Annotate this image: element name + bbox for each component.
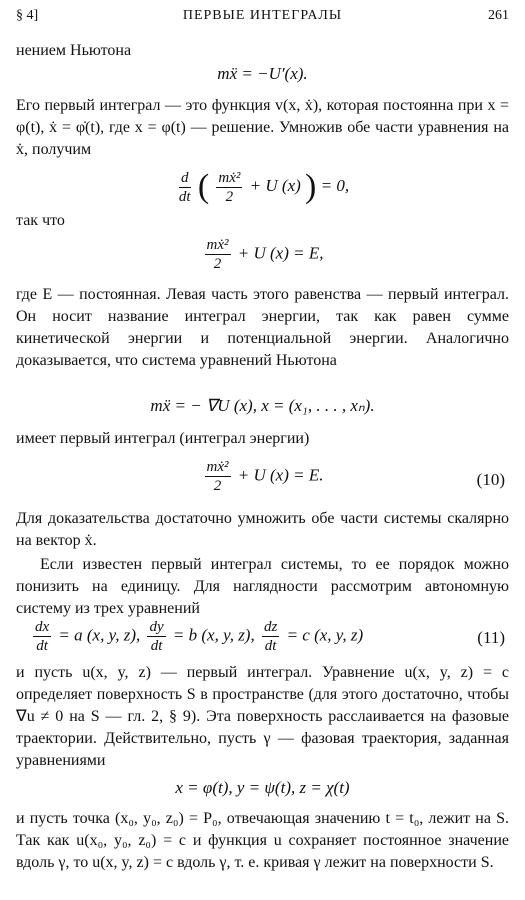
rhs-c: = c (x, y, z): [286, 625, 364, 645]
kinetic-denominator: 2: [213, 478, 222, 494]
kinetic-fraction: [216, 169, 242, 206]
dz-denominator: dt: [264, 638, 277, 654]
kinetic-fraction: [205, 458, 231, 495]
dz-numerator: dz: [263, 619, 278, 635]
paragraph-3: где E — постоянная. Левая часть этого равенства — первый интеграл. Он носит название интеграл энергии, так как равен сумме кинетической энергии и потенциальной энергии. Аналогично доказывается, что система уравнений Ньютона: [16, 286, 509, 369]
ddt-fraction: [179, 169, 191, 206]
equation-energy-2: [16, 458, 509, 495]
ddt-numerator: d: [179, 169, 191, 188]
equals-zero: = 0,: [320, 175, 350, 195]
paragraph-4: имеет первый интеграл (интеграл энергии): [16, 430, 310, 447]
equation-number-11: (11): [477, 628, 505, 647]
kinetic-denominator: 2: [213, 256, 222, 272]
page-header: [16, 8, 509, 28]
close-paren: ): [305, 168, 317, 205]
dx-fraction: [33, 618, 51, 655]
dx-numerator: dx: [35, 619, 50, 635]
rhs-a: = a (x, y, z),: [58, 625, 141, 645]
kinetic-denominator: 2: [225, 188, 234, 205]
open-paren: (: [197, 168, 210, 205]
dz-fraction: [262, 618, 279, 655]
equation-energy-1: [16, 236, 509, 273]
dx-denominator: dt: [36, 638, 48, 654]
equation-system: mẍ = − ∇U (x), x = (x₁, . . . , xₙ).: [150, 396, 375, 415]
kinetic-numerator: mẋ²: [206, 459, 229, 475]
paragraph-1: Его первый интеграл — это функция v(x, ẋ), которая постоянна при x = φ(t), ẋ = φ̇(t), где x = φ(t) — решение. Умножив обе части уравнения на ẋ, получим: [16, 97, 509, 158]
equation-trajectory: x = φ(t), y = ψ(t), z = χ(t): [175, 778, 350, 797]
dy-fraction: [147, 618, 165, 655]
section-marker: § 4]: [16, 8, 39, 23]
equation-autonomous-system: [16, 618, 509, 655]
kinetic-numerator: mẋ²: [218, 169, 241, 186]
equation-newton: mẍ = −U′(x).: [217, 64, 308, 83]
equation-number-10: (10): [476, 470, 505, 489]
paragraph-5: Для доказательства достаточно умножить обе части системы скалярно на вектор ẋ.: [16, 510, 509, 549]
paragraph-2: так что: [16, 212, 65, 229]
ddt-denominator: dt: [178, 188, 191, 205]
paragraph-0: нением Ньютона: [16, 42, 132, 59]
paragraph-7: и пусть u(x, y, z) — первый интеграл. Уравнение u(x, y, z) = c определяет поверхность S в пространстве (для этого достаточно, чтобы ∇u ≠ 0 на S — гл. 2, § 9). Эта поверхность расслаивается на фазовые траектории. Действительно, пусть γ — фазовая траектория, заданная уравнениями: [16, 664, 509, 769]
energy-rest: + U (x) = E.: [237, 465, 324, 485]
energy-rest: + U (x) = E,: [237, 243, 324, 263]
potential-term: + U (x): [249, 175, 301, 195]
kinetic-fraction: [205, 236, 231, 273]
dy-numerator: dy: [149, 619, 164, 635]
dy-denominator: dt: [150, 638, 163, 654]
kinetic-numerator: mẋ²: [206, 237, 229, 253]
paragraph-8: и пусть точка (x₀, y₀, z₀) = P₀, отвечающая значению t = t₀, лежит на S. Так как u(x₀, y₀, z₀) = c и функция u сохраняет постоянное значение вдоль γ, то u(x, y, z) = c вдоль γ, т. е. кривая γ лежит на поверхности S.: [16, 810, 509, 871]
running-title: ПЕРВЫЕ ИНТЕГРАЛЫ: [182, 8, 343, 23]
page-number: 261: [488, 8, 509, 23]
paragraph-6: Если известен первый интеграл системы, то ее порядок можно понизить на единицу. Для наглядности рассмотрим автономную систему из трех уравнений: [16, 556, 509, 617]
equation-time-derivative: [16, 168, 509, 206]
rhs-b: = b (x, y, z),: [172, 625, 255, 645]
